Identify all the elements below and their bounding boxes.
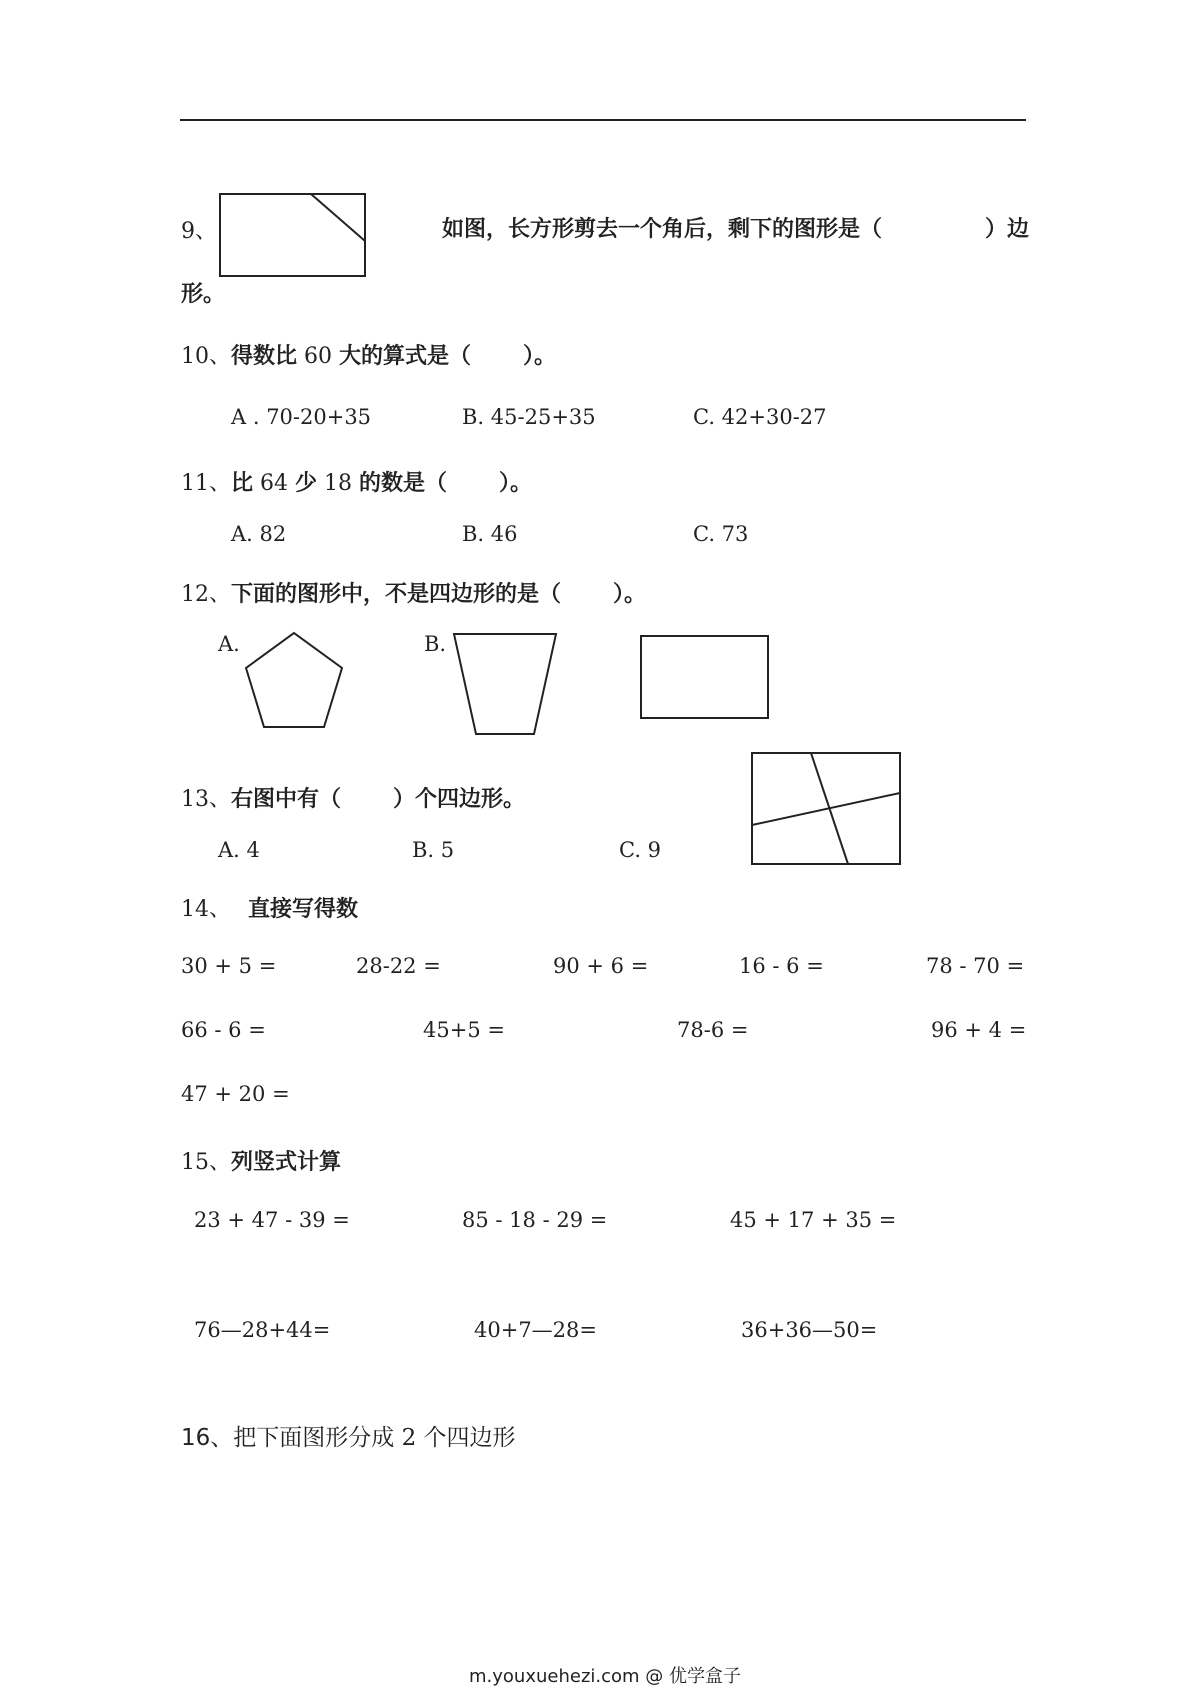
q13-number: 13、 <box>181 787 231 812</box>
q12-label-b: B. <box>424 632 447 656</box>
q9-text: 如图，长方形剪去一个角后，剩下的图形是（ <box>442 217 883 242</box>
q11-text3: 的数是（ <box>359 471 448 496</box>
q13-divided-rectangle-figure <box>751 752 903 866</box>
q15-expr-5: 40+7—28= <box>474 1318 597 1342</box>
q12-number: 12、 <box>181 582 231 607</box>
q10-end: ）。 <box>523 344 557 369</box>
q14-expr-3: 90 + 6 = <box>553 954 649 978</box>
q15-line <box>181 1145 341 1176</box>
q14-expr-8: 78-6 = <box>677 1018 749 1042</box>
q11-line <box>181 466 532 497</box>
q13-line <box>181 782 525 813</box>
q16-number: 16、 <box>181 1425 234 1451</box>
q14-number: 14、 <box>181 897 231 922</box>
q12-trapezoid-figure <box>452 632 562 738</box>
q14-line <box>181 892 358 923</box>
q11-option-c: C. 73 <box>693 522 749 546</box>
q9-end2: 形。 <box>181 282 226 307</box>
q15-title: 列竖式计算 <box>231 1150 342 1175</box>
q16-line <box>181 1419 516 1452</box>
q9-end: ）边 <box>985 217 1030 242</box>
q12-text: 下面的图形中，不是四边形的是（ <box>231 582 562 607</box>
q10-option-c: C. 42+30-27 <box>693 405 827 429</box>
q10-number: 10、 <box>181 344 231 369</box>
q16-number-2: 2 <box>401 1425 417 1451</box>
q13-option-b: B. 5 <box>412 838 455 862</box>
q10-number-60: 60 <box>304 344 333 369</box>
q14-expr-2: 28-22 = <box>356 954 441 978</box>
q14-expr-4: 16 - 6 = <box>739 954 824 978</box>
q14-expr-6: 66 - 6 = <box>181 1018 266 1042</box>
q10-text2: 大的算式是（ <box>339 344 472 369</box>
q14-expr-7: 45+5 = <box>423 1018 505 1042</box>
q10-line <box>181 339 556 370</box>
q11-text: 比 <box>231 471 254 496</box>
q11-text2: 少 <box>295 471 318 496</box>
q16-text2: 个四边形 <box>423 1425 516 1451</box>
q15-expr-3: 45 + 17 + 35 = <box>730 1208 897 1232</box>
q15-expr-2: 85 - 18 - 29 = <box>462 1208 608 1232</box>
q14-expr-10: 47 + 20 = <box>181 1082 290 1106</box>
q11-number-64: 64 <box>260 471 289 496</box>
q10-option-b: B. 45-25+35 <box>462 405 596 429</box>
q9-cut-rectangle-figure <box>219 193 367 279</box>
q12-end: ）。 <box>613 582 647 607</box>
q16-text: 把下面图形分成 <box>233 1425 395 1451</box>
q12-label-a: A. <box>218 632 240 656</box>
q12-rectangle-figure <box>640 635 770 721</box>
q11-end: ）。 <box>499 471 533 496</box>
q13-end: ）个四边形。 <box>393 787 526 812</box>
q14-expr-9: 96 + 4 = <box>931 1018 1027 1042</box>
q9-number: 9、 <box>181 219 217 244</box>
q12-pentagon-figure <box>240 630 350 740</box>
q13-option-a: A. 4 <box>218 838 260 862</box>
header-rule <box>180 119 1026 121</box>
q14-title: 直接写得数 <box>248 897 359 922</box>
q11-option-b: B. 46 <box>462 522 518 546</box>
q13-option-c: C. 9 <box>619 838 662 862</box>
q12-line <box>181 577 646 608</box>
q15-expr-4: 76—28+44= <box>194 1318 331 1342</box>
q14-expr-1: 30 + 5 = <box>181 954 277 978</box>
q11-option-a: A. 82 <box>231 522 287 546</box>
q10-option-a: A . 70-20+35 <box>231 405 372 429</box>
q10-text: 得数比 <box>231 344 298 369</box>
q13-text: 右图中有（ <box>231 787 342 812</box>
q15-number: 15、 <box>181 1150 231 1175</box>
q11-number-18: 18 <box>324 471 353 496</box>
q15-expr-6: 36+36—50= <box>741 1318 878 1342</box>
q11-number: 11、 <box>181 471 231 496</box>
q14-expr-5: 78 - 70 = <box>926 954 1025 978</box>
q15-expr-1: 23 + 47 - 39 = <box>194 1208 350 1232</box>
footer-watermark: m.youxuehezi.com @ 优学盒子 <box>469 1666 742 1687</box>
